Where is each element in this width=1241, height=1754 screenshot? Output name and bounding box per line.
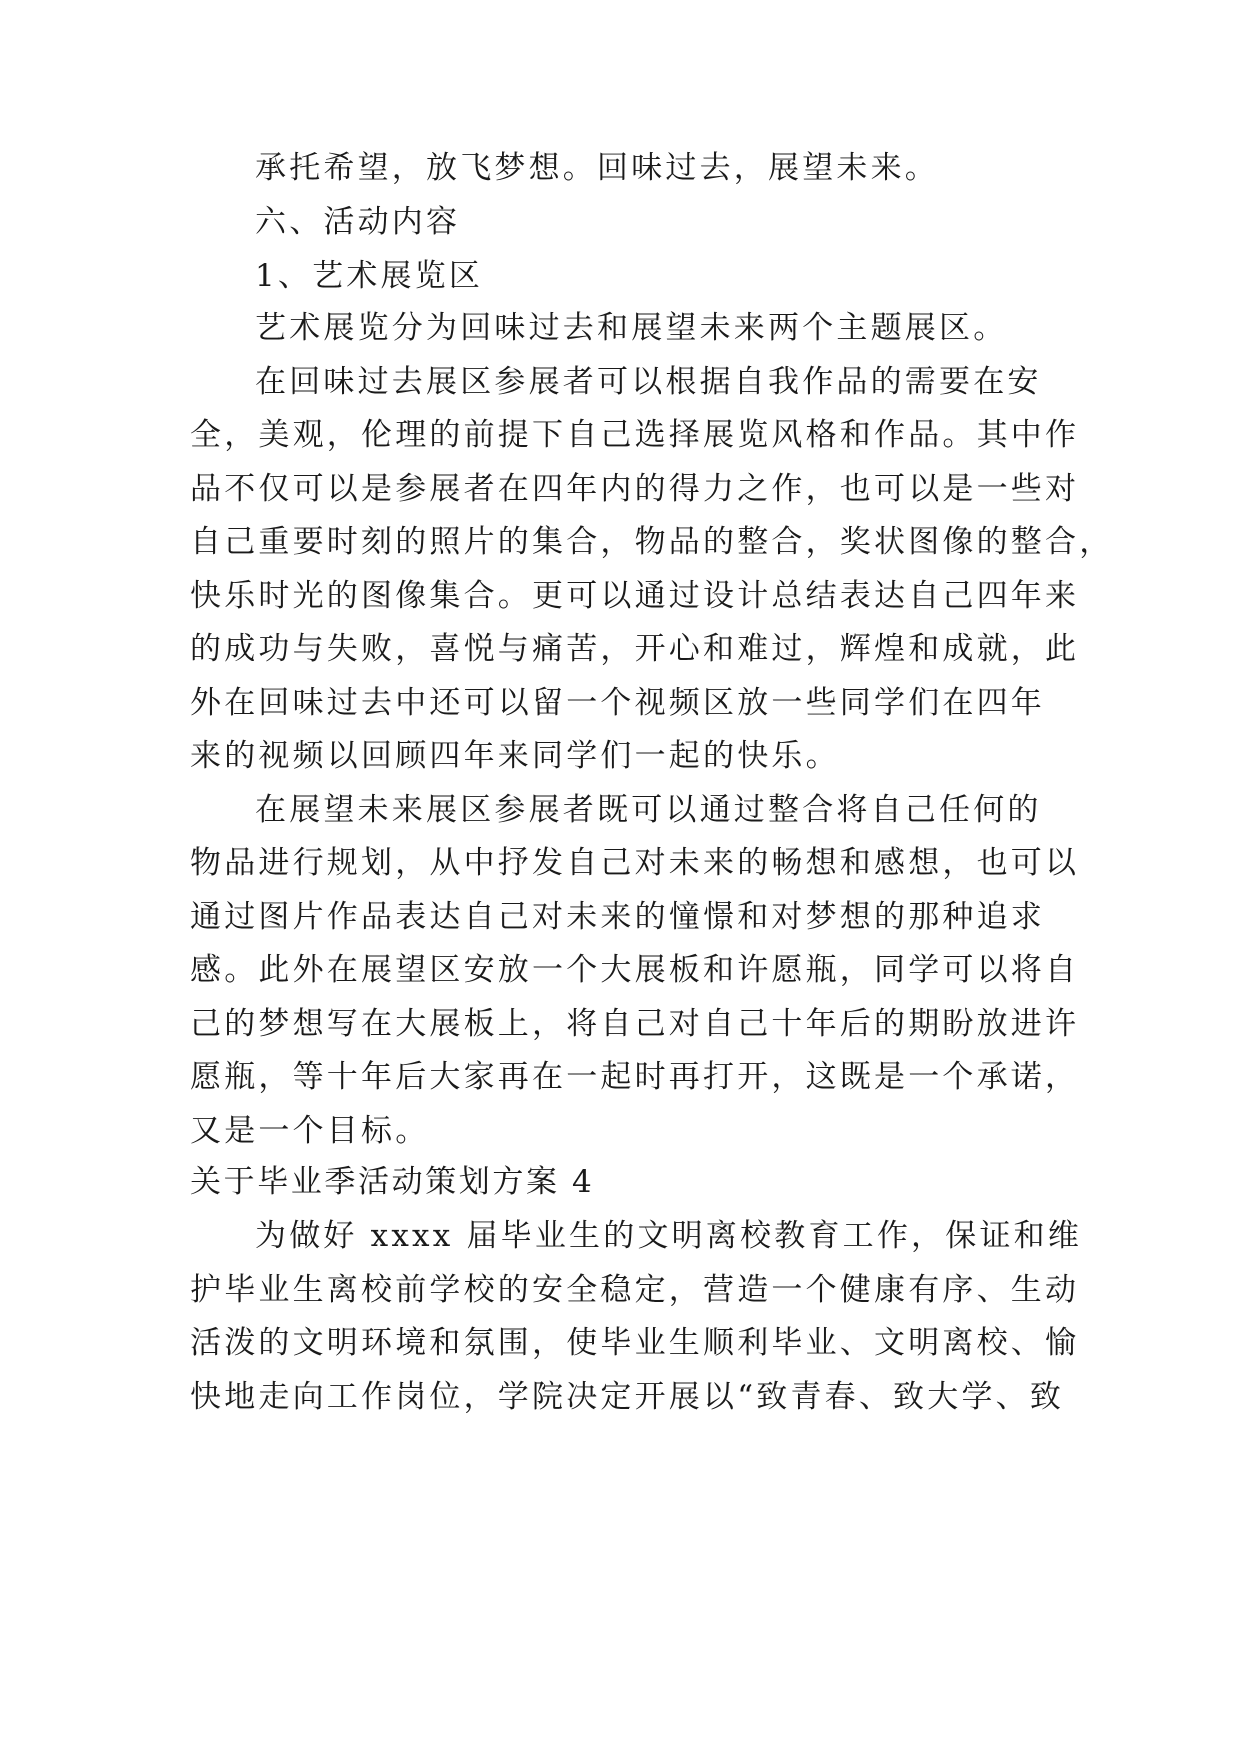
paragraph-line: 己的梦想写在大展板上，将自己对自己十年后的期盼放进许: [190, 1006, 1080, 1042]
paragraph-line: 快地走向工作岗位，学院决定开展以“致青春、致大学、致: [190, 1379, 1065, 1415]
paragraph-line: 感。此外在展望区安放一个大展板和许愿瓶，同学可以将自: [190, 952, 1080, 988]
paragraph-line: 愿瓶，等十年后大家再在一起时再打开，这既是一个承诺，: [190, 1059, 1080, 1095]
paragraph-line: 在回味过去展区参展者可以根据自我作品的需要在安: [255, 364, 1042, 400]
paragraph-line: 艺术展览分为回味过去和展望未来两个主题展区。: [255, 310, 1008, 346]
paragraph-line: 为做好 xxxx 届毕业生的文明离校教育工作，保证和维: [255, 1218, 1083, 1254]
paragraph-line: 物品进行规划，从中抒发自己对未来的畅想和感想，也可以: [190, 845, 1080, 881]
paragraph-line: 全，美观，伦理的前提下自己选择展览风格和作品。其中作: [190, 417, 1080, 453]
paragraph-line: 承托希望，放飞梦想。回味过去，展望未来。: [255, 150, 939, 186]
paragraph-line: 通过图片作品表达自己对未来的憧憬和对梦想的那种追求: [190, 899, 1045, 935]
paragraph-line: 活泼的文明环境和氛围，使毕业生顺利毕业、文明离校、愉: [190, 1325, 1080, 1361]
paragraph-line: 来的视频以回顾四年来同学们一起的快乐。: [190, 738, 840, 774]
subsection-heading: 1、艺术展览区: [255, 258, 484, 294]
paragraph-line: 的成功与失败，喜悦与痛苦，开心和难过，辉煌和成就，此: [190, 631, 1080, 667]
paragraph-line: 护毕业生离校前学校的安全稳定，营造一个健康有序、生动: [190, 1272, 1080, 1308]
paragraph-line: 又是一个目标。: [190, 1113, 430, 1149]
paragraph-line: 外在回味过去中还可以留一个视频区放一些同学们在四年: [190, 685, 1045, 721]
paragraph-line: 快乐时光的图像集合。更可以通过设计总结表达自己四年来: [190, 578, 1080, 614]
paragraph-line: 自己重要时刻的照片的集合，物品的整合，奖状图像的整合，: [190, 524, 1114, 560]
paragraph-line: 品不仅可以是参展者在四年内的得力之作，也可以是一些对: [190, 471, 1080, 507]
paragraph-line: 在展望未来展区参展者既可以通过整合将自己任何的: [255, 792, 1042, 828]
section-heading: 六、活动内容: [255, 204, 461, 240]
document-section-title: 关于毕业季活动策划方案 4: [190, 1164, 595, 1200]
